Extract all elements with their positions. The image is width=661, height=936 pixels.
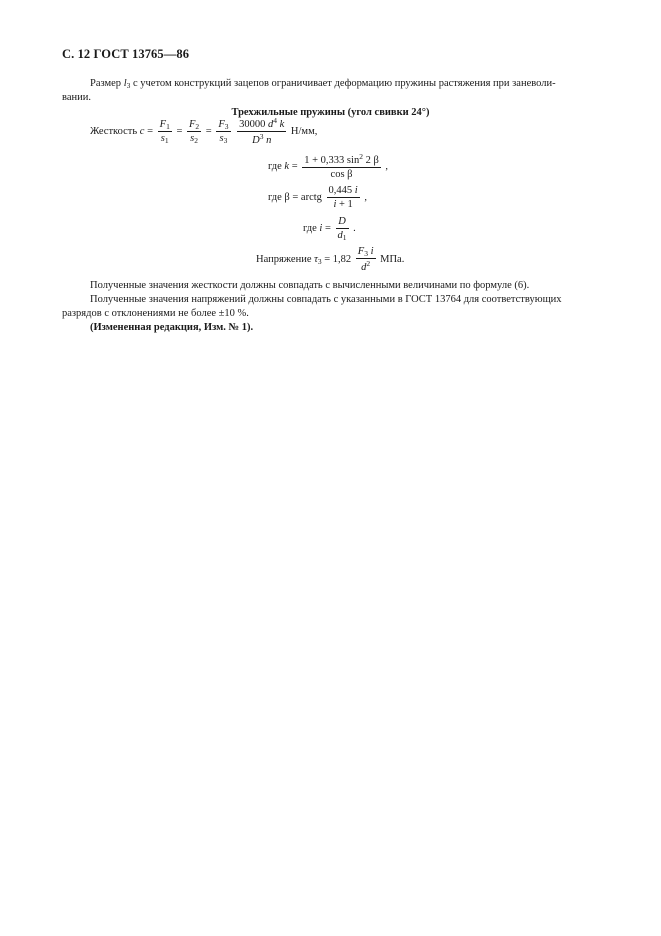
s2-symbol: s (190, 133, 195, 145)
d-symbol: d (337, 230, 343, 242)
s3-subscript: 3 (223, 136, 228, 146)
i-symbol: i (367, 246, 374, 257)
fraction-stress (356, 245, 376, 275)
tau-subscript: 3 (317, 257, 322, 267)
section-title: Трехжильные пружины (угол свивки 24°) (231, 107, 430, 118)
f2-subscript: 2 (195, 121, 200, 131)
d-power: 4 (273, 116, 277, 125)
intro-text-1: Размер (90, 78, 124, 89)
k-symbol: k (277, 119, 285, 130)
fraction-stiffness-main (237, 116, 286, 147)
intro-text-3: вании. (62, 92, 91, 104)
equals-sign: = (147, 126, 154, 138)
tau-symbol: τ (314, 254, 318, 266)
fraction-k (302, 152, 381, 181)
k-numerator: 1 + 0,333 sin (304, 155, 360, 166)
i-symbol: i (354, 185, 358, 196)
stress-formula (256, 245, 404, 275)
stress-label: Напряжение (256, 254, 315, 266)
equals-sign: = (289, 161, 301, 173)
fraction-f2-s2 (187, 118, 201, 146)
fraction-i (336, 215, 349, 243)
n-symbol: n (263, 135, 272, 147)
edit-note: (Измененная редакция, Изм. № 1). (90, 322, 254, 333)
stiffness-coefficient: 30000 (239, 119, 268, 130)
stiffness-label: Жесткость (90, 126, 140, 138)
equals-sign: = (205, 126, 212, 138)
f1-subscript: 1 (166, 121, 170, 131)
beta-coefficient: 0,445 (328, 185, 355, 196)
i-symbol: i (319, 223, 323, 235)
k-denominator: cos β (330, 169, 353, 181)
beta-label: где β = arctg (268, 192, 325, 204)
f3-symbol: F (218, 118, 225, 130)
stress-note-line-2: разрядов с отклонениями не более ±10 %. (62, 308, 249, 320)
stress-coefficient: = 1,82 (321, 254, 354, 266)
D-symbol: D (338, 216, 346, 227)
intro-paragraph (62, 77, 602, 105)
i-formula (303, 215, 356, 243)
i-tail: . (350, 223, 356, 235)
beta-tail: , (361, 192, 367, 204)
f3-subscript: 3 (224, 121, 229, 131)
stiffness-note-paragraph: Полученные значения жесткости должны совпадать с вычисленными величинами по формуле (6). (90, 280, 530, 291)
page-header: С. 12 ГОСТ 13765—86 (62, 47, 190, 61)
fraction-f1-s1 (158, 118, 172, 146)
k-symbol: k (284, 161, 290, 173)
sin-power: 2 (359, 152, 363, 161)
k-tail: , (382, 161, 389, 173)
i-label: где (303, 223, 320, 235)
stress-note-paragraph (62, 293, 602, 321)
stiffness-symbol: c (139, 126, 145, 138)
intro-text-2: с учетом конструкций зацепов ограничивает деформацию пружины растяжения при заневоли- (130, 78, 556, 89)
beta-formula (268, 184, 367, 211)
F-subscript: 3 (364, 249, 368, 258)
equals-sign: = (322, 223, 334, 235)
d-symbol: d (268, 119, 274, 130)
symbol-l-subscript: 3 (126, 81, 131, 90)
fraction-f3-s3 (216, 118, 230, 146)
fraction-beta (327, 184, 360, 211)
stress-note-line-1: Полученные значения напряжений должны совпадать с указанными в ГОСТ 13764 для соответствующих (90, 294, 562, 305)
k-numerator-tail: 2 β (362, 155, 379, 166)
symbol-l: l (123, 78, 127, 89)
D-symbol: D (252, 135, 260, 147)
k-label: где (268, 161, 285, 173)
i-symbol: i (333, 199, 337, 211)
s1-symbol: s (160, 133, 165, 145)
stiffness-unit: Н/мм, (290, 126, 318, 138)
f2-symbol: F (188, 118, 196, 130)
D-power: 3 (259, 132, 264, 142)
F-symbol: F (357, 246, 365, 257)
s1-subscript: 1 (164, 136, 169, 146)
f1-symbol: F (159, 118, 167, 130)
beta-denominator-tail: + 1 (336, 199, 353, 211)
stiffness-formula (90, 116, 317, 147)
equals-sign: = (176, 126, 183, 138)
s3-symbol: s (219, 133, 224, 145)
d-power: 2 (366, 259, 371, 269)
d-subscript: 1 (342, 233, 347, 243)
k-formula (268, 152, 388, 181)
d-symbol: d (361, 262, 367, 274)
s2-subscript: 2 (194, 136, 198, 146)
stress-unit: МПа. (377, 254, 405, 266)
